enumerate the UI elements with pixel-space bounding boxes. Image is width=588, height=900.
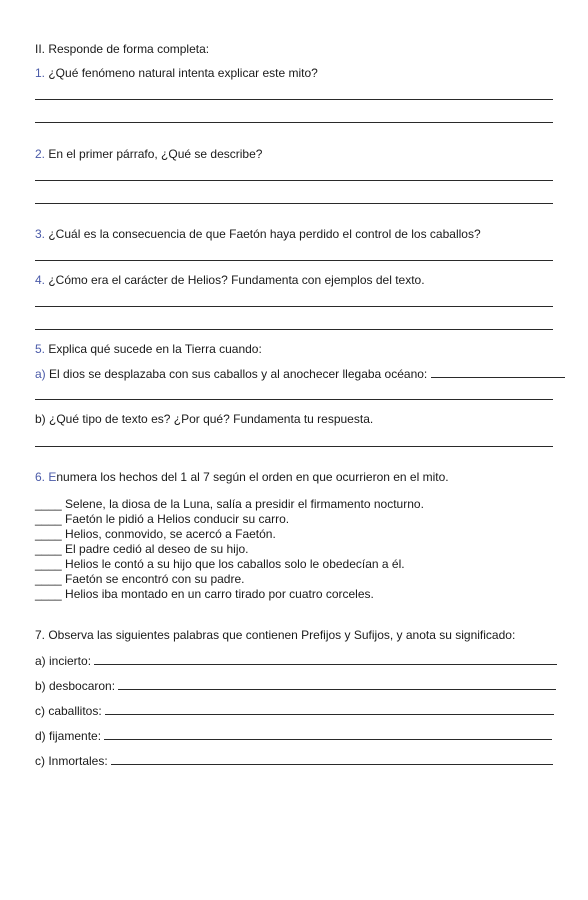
question-text: ¿Cómo era el carácter de Helios? Fundamenta con ejemplos del texto. [45,273,425,287]
question-number: 6. E [35,470,57,484]
event-item: ____ Helios iba montado en un carro tirado por cuatro corceles. [35,587,374,601]
word-item [35,653,557,668]
word-item [35,678,556,693]
question-4 [35,273,425,287]
question-5a [35,366,565,381]
item-label: a) [35,367,46,381]
question-number: 2. [35,147,46,161]
answer-blank[interactable] [105,703,554,715]
question-number: 1. [35,66,46,80]
question-5b: b) ¿Qué tipo de texto es? ¿Por qué? Fundamenta tu respuesta. [35,412,374,426]
answer-line[interactable] [35,306,553,307]
answer-line[interactable] [35,180,553,181]
question-3 [35,227,481,241]
answer-blank[interactable] [104,728,552,740]
word-item [35,703,554,718]
answer-line[interactable] [35,446,553,447]
word-label: c) caballitos: [35,704,106,718]
question-2 [35,147,262,161]
event-item: ____ Helios, conmovido, se acercó a Faetón. [35,527,276,541]
event-item: ____ El padre cedió al deseo de su hijo. [35,542,249,556]
question-number: 4. [35,273,46,287]
answer-line[interactable] [35,399,553,400]
word-label: b) desbocaron: [35,679,119,693]
answer-line[interactable] [35,203,553,204]
answer-line[interactable] [35,122,553,123]
question-text: ¿Cuál es la consecuencia de que Faetón haya perdido el control de los caballos? [45,227,481,241]
word-label: d) fijamente: [35,729,105,743]
question-5 [35,342,262,356]
answer-blank[interactable] [431,366,565,378]
question-text: ¿Qué fenómeno natural intenta explicar este mito? [45,66,318,80]
event-item: ____ Helios le contó a su hijo que los caballos solo le obedecían a él. [35,557,405,571]
question-text: En el primer párrafo, ¿Qué se describe? [45,147,263,161]
answer-blank[interactable] [94,653,557,665]
question-number: 3. [35,227,46,241]
question-number: 5. [35,342,46,356]
section-title: II. Responde de forma completa: [35,42,210,56]
question-1 [35,66,318,80]
item-text: El dios se desplazaba con sus caballos y al anochecer llegaba océano: [45,367,431,381]
answer-line[interactable] [35,260,553,261]
word-item [35,753,553,768]
word-label: c) Inmortales: [35,754,112,768]
event-item: ____ Faetón le pidió a Helios conducir su carro. [35,512,290,526]
question-7: 7. Observa las siguientes palabras que contienen Prefijos y Sufijos, y anota su significado: [35,628,516,642]
answer-blank[interactable] [111,753,553,765]
answer-line[interactable] [35,99,553,100]
event-item: ____ Faetón se encontró con su padre. [35,572,245,586]
answer-line[interactable] [35,329,553,330]
event-item: ____ Selene, la diosa de la Luna, salía a presidir el firmamento nocturno. [35,497,424,511]
word-label: a) incierto: [35,654,95,668]
answer-blank[interactable] [118,678,556,690]
word-item [35,728,552,743]
question-text: Explica qué sucede en la Tierra cuando: [45,342,262,356]
question-text: numera los hechos del 1 al 7 según el orden en que ocurrieron en el mito. [56,470,449,484]
question-6 [35,470,449,484]
